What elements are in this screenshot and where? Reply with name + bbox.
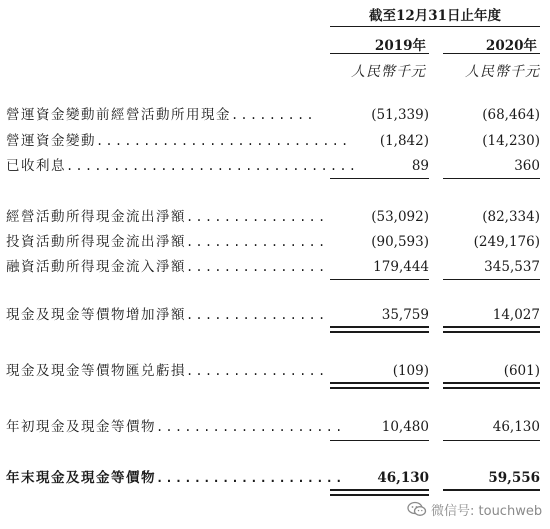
double-rule-top <box>443 326 540 328</box>
subtotal-rule <box>443 279 540 280</box>
value-2019: 35,759 <box>381 307 429 323</box>
row-label-net-investing-outflow: 投資活動所得現金流出淨額............... <box>6 234 328 250</box>
row-label-net-financing-inflow: 融資活動所得現金流入淨額............... <box>6 259 328 275</box>
value-2020: (14,230) <box>482 133 540 149</box>
value-2019-total: 46,130 <box>377 470 429 486</box>
row-label-fx-loss: 現金及現金等價物匯兑虧損............... <box>6 363 328 379</box>
year-2019-header: 2019年 <box>374 38 426 54</box>
subtotal-rule <box>330 178 429 179</box>
value-2020: 46,130 <box>492 419 540 435</box>
double-rule-top <box>330 326 429 328</box>
row-label-net-increase-cash: 現金及現金等價物增加淨額............... <box>6 307 328 323</box>
row-label-net-operating-outflow: 經營活動所得現金流出淨額............... <box>6 209 328 225</box>
value-2020-total: 59,556 <box>488 470 540 486</box>
double-rule-top <box>330 382 429 384</box>
double-rule-top <box>330 489 429 491</box>
period-header: 截至12月31日止年度 <box>368 8 502 24</box>
value-2019: (51,339) <box>371 107 429 123</box>
row-label-operating-before-wc: 營運資金變動前經營活動所用現金......... <box>6 107 316 123</box>
wechat-watermark <box>407 498 547 520</box>
subtotal-rule <box>330 279 429 280</box>
row-label-cash-end: 年末現金及現金等價物.................... <box>6 470 345 486</box>
subtotal-rule <box>330 440 429 441</box>
value-2019: 10,480 <box>381 419 429 435</box>
value-2020: 360 <box>514 158 540 174</box>
wechat-icon <box>407 501 427 517</box>
row-label-cash-beginning: 年初現金及現金等價物.................... <box>6 419 345 435</box>
unit-2020: 人民幣千元 <box>465 64 540 80</box>
value-2019: (1,842) <box>379 133 429 149</box>
double-rule-bottom <box>443 387 540 389</box>
value-2020: (82,334) <box>482 209 540 225</box>
year-2019-rule <box>330 53 429 54</box>
double-rule-bottom <box>330 387 429 389</box>
double-rule-top <box>443 489 540 491</box>
double-rule-bottom <box>330 331 429 333</box>
double-rule-top <box>443 382 540 384</box>
value-2020: 14,027 <box>492 307 540 323</box>
double-rule-bottom <box>443 331 540 333</box>
value-2019: (53,092) <box>371 209 429 225</box>
subtotal-rule <box>443 440 540 441</box>
row-label-working-capital-change: 營運資金變動........................... <box>6 133 351 149</box>
value-2020: (68,464) <box>482 107 540 123</box>
value-2019: 89 <box>411 158 429 174</box>
double-rule-bottom <box>330 494 429 496</box>
value-2019: (90,593) <box>371 234 429 250</box>
watermark-text: 微信号: touchweb <box>431 503 543 519</box>
value-2020: (601) <box>503 363 540 379</box>
row-label-interest-received: 已收利息............................... <box>6 158 359 174</box>
year-2020-header: 2020年 <box>485 38 537 54</box>
value-2019: (109) <box>392 363 429 379</box>
unit-2019: 人民幣千元 <box>351 64 426 80</box>
subtotal-rule <box>443 178 540 179</box>
value-2019: 179,444 <box>373 259 429 275</box>
period-header-rule <box>330 26 540 27</box>
year-2020-rule <box>443 53 540 54</box>
value-2020: (249,176) <box>473 234 540 250</box>
value-2020: 345,537 <box>484 259 540 275</box>
